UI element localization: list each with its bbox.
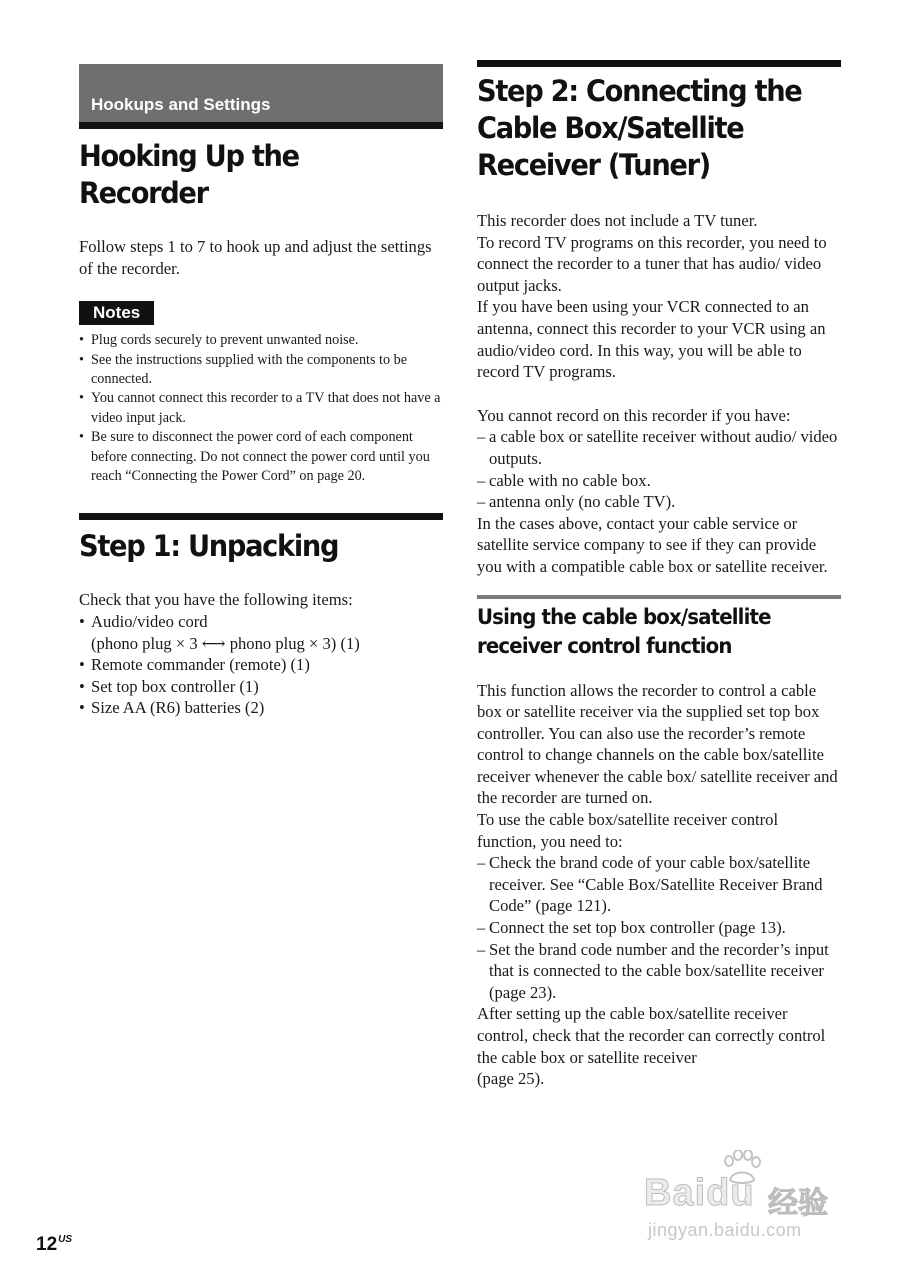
step2-para: This recorder does not include a TV tuner. bbox=[477, 211, 758, 230]
package-item: • Set top box controller (1) bbox=[79, 676, 443, 698]
subsection-title bbox=[477, 603, 841, 661]
notes-box bbox=[79, 301, 443, 486]
section-label: Hookups and Settings bbox=[91, 95, 271, 114]
package-item: • Audio/video cord bbox=[79, 611, 443, 633]
note-item: • Be sure to disconnect the power cord of each component before connecting. Do not connect the power cord until you reach “Connecting the Power Cord” on page 20. bbox=[79, 428, 443, 486]
page-number bbox=[36, 1234, 72, 1256]
step1-rule bbox=[79, 513, 443, 520]
step2-para: If you have been using your VCR connected to an antenna, connect this recorder to your VCR using an audio/video cord. In this way, you will be able to record TV programs. bbox=[477, 297, 826, 382]
page-number-value: 12 bbox=[36, 1234, 58, 1255]
step2-para: To record TV programs on this recorder, you need to connect the recorder to a tuner that has audio/ video output jacks. bbox=[477, 232, 827, 295]
page-number-suffix: US bbox=[58, 1234, 73, 1245]
subsection-title-line: receiver control function bbox=[477, 633, 732, 658]
step1-intro: Check that you have the following items: bbox=[79, 590, 353, 610]
after-setup-paragraph bbox=[477, 1003, 841, 1089]
step2-title bbox=[477, 73, 841, 184]
cannot-record-item: – a cable box or satellite receiver without audio/ video outputs. bbox=[477, 426, 841, 469]
package-item: • Size AA (R6) batteries (2) bbox=[79, 697, 443, 719]
package-items-list bbox=[79, 611, 443, 633]
intro-paragraph: Follow steps 1 to 7 to hook up and adjust the settings of the recorder. bbox=[79, 237, 432, 278]
watermark-url: jingyan.baidu.com bbox=[648, 1220, 802, 1240]
package-item: • Remote commander (remote) (1) bbox=[79, 654, 443, 676]
watermark-brand: Baidu bbox=[644, 1172, 755, 1214]
function-paragraph: This function allows the recorder to control a cable box or satellite receiver via the supplied set top box controller. You can also use the recorder’s remote control to change channels on the cable box/satellite receiver whenever the cable box/ satellite receiver and the recorder are turned on. bbox=[477, 680, 838, 808]
subsection-title-line: Using the cable box/satellite bbox=[477, 604, 771, 629]
page-title: Hooking Up the Recorder bbox=[79, 139, 299, 210]
step2-title-line: Receiver (Tuner) bbox=[477, 148, 710, 182]
package-items-list-cont bbox=[79, 654, 443, 719]
step2-title-line: Step 2: Connecting the bbox=[477, 74, 802, 108]
note-item: • You cannot connect this recorder to a TV that does not have a video input jack. bbox=[79, 389, 443, 428]
step2-title-line: Cable Box/Satellite bbox=[477, 111, 744, 145]
after-setup-page-ref: (page 25). bbox=[477, 1069, 545, 1089]
subsection-rule bbox=[477, 595, 841, 599]
step1-title: Step 1: Unpacking bbox=[79, 529, 339, 564]
notes-list bbox=[79, 331, 443, 486]
note-item: • Plug cords securely to prevent unwanted noise. bbox=[79, 331, 443, 350]
baidu-watermark bbox=[640, 1150, 850, 1245]
right-column bbox=[477, 60, 841, 1090]
step2-intro bbox=[477, 210, 841, 383]
left-column bbox=[79, 64, 443, 719]
step2-rule bbox=[477, 60, 841, 67]
requirement-item: – Check the brand code of your cable box/satellite receiver. See “Cable Box/Satellite Receiver Brand Code” (page 121). bbox=[477, 852, 841, 917]
section-banner bbox=[79, 64, 443, 129]
cases-paragraph: In the cases above, contact your cable service or satellite service company to see if they can provide you with a compatible cable box or satellite receiver. bbox=[477, 513, 828, 576]
cannot-record-list bbox=[477, 426, 841, 512]
requirement-item: – Set the brand code number and the recorder’s input that is connected to the cable box/satellite receiver (page 23). bbox=[477, 939, 841, 1004]
after-setup-text: After setting up the cable box/satellite receiver control, check that the recorder can correctly control the cable box or satellite receiver bbox=[477, 1004, 826, 1067]
requirement-item: – Connect the set top box controller (page 13). bbox=[477, 917, 841, 939]
package-item-detail: (phono plug × 3 ⟷ phono plug × 3) (1) bbox=[91, 633, 360, 653]
use-intro: To use the cable box/satellite receiver control function, you need to: bbox=[477, 810, 779, 851]
note-item: • See the instructions supplied with the components to be connected. bbox=[79, 351, 443, 390]
cannot-record-item: – cable with no cable box. bbox=[477, 470, 841, 492]
cannot-record-item: – antenna only (no cable TV). bbox=[477, 491, 841, 513]
requirements-list bbox=[477, 852, 841, 1003]
watermark-brand-cn: 经验 bbox=[768, 1186, 828, 1221]
cannot-record-intro: You cannot record on this recorder if you have: bbox=[477, 405, 791, 425]
notes-badge: Notes bbox=[79, 301, 154, 325]
